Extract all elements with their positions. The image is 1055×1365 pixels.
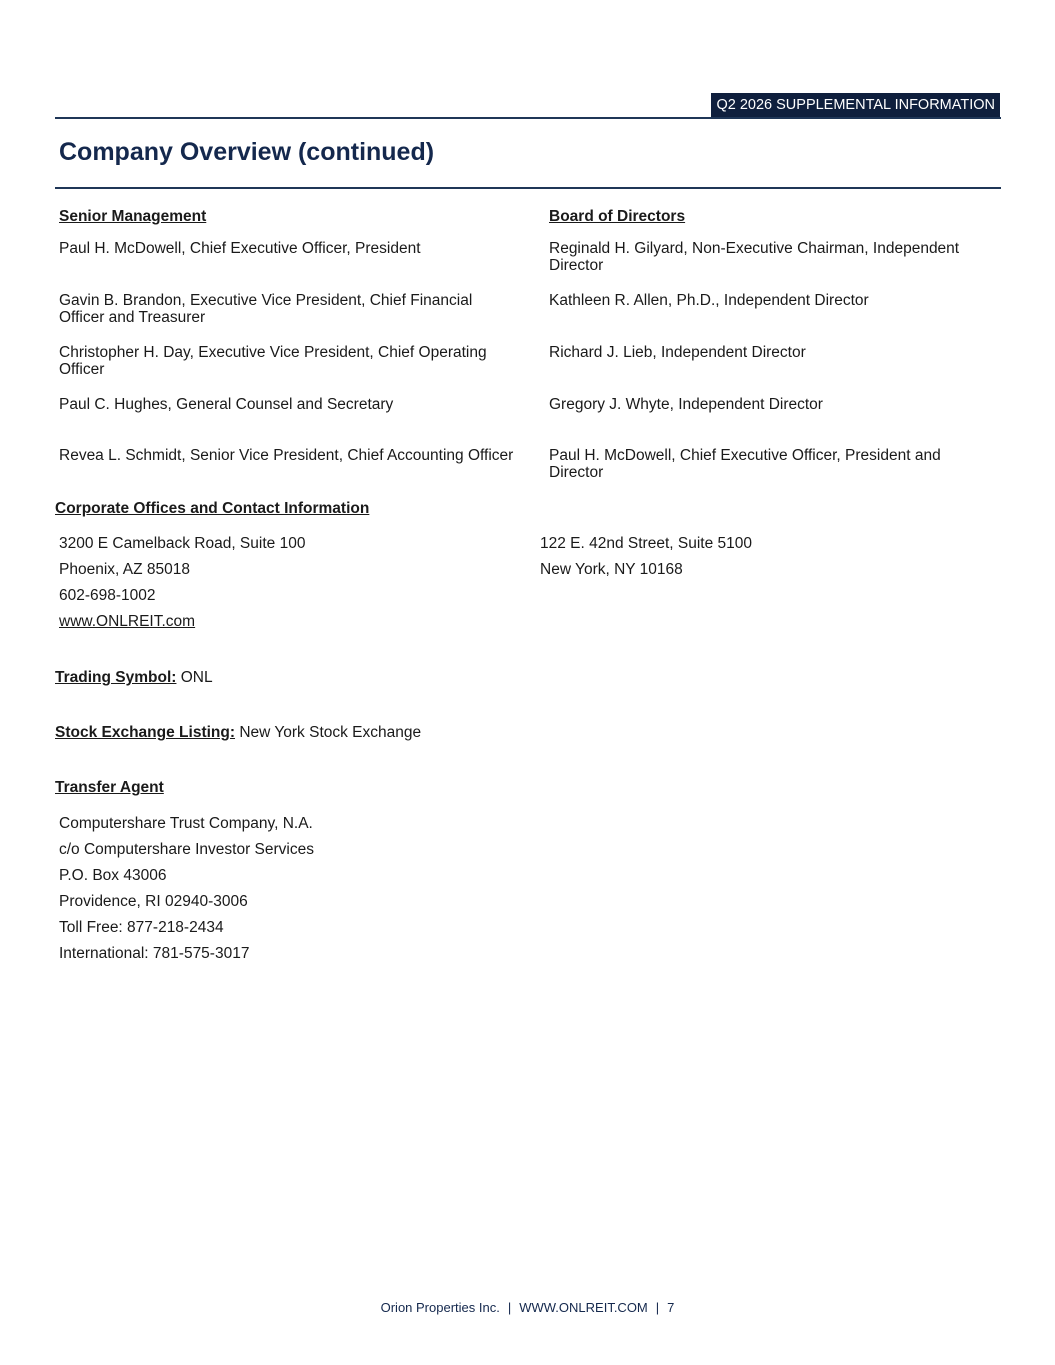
- page-footer: [0, 1300, 1055, 1315]
- board-item: Reginald H. Gilyard, Non-Executive Chairman, Independent Director: [549, 240, 960, 274]
- management-item: Gavin B. Brandon, Executive Vice President, Chief Financial Officer and Treasurer: [59, 292, 473, 326]
- transfer-agent-line: P.O. Box 43006: [59, 867, 167, 884]
- management-item: Paul H. McDowell, Chief Executive Officer, President: [59, 240, 421, 257]
- transfer-agent-line: Providence, RI 02940-3006: [59, 893, 248, 910]
- header-rule: [55, 117, 1001, 119]
- transfer-agent-line: Computershare Trust Company, N.A.: [59, 815, 313, 832]
- stock-exchange-value: New York Stock Exchange: [235, 724, 422, 741]
- management-item: Christopher H. Day, Executive Vice President, Chief Operating Officer: [59, 344, 487, 378]
- page-title: Company Overview (continued): [59, 138, 435, 166]
- board-item: Gregory J. Whyte, Independent Director: [549, 396, 823, 413]
- management-item: Paul C. Hughes, General Counsel and Secretary: [59, 396, 394, 413]
- page-number: 7: [667, 1300, 675, 1315]
- board-item: Richard J. Lieb, Independent Director: [549, 344, 806, 361]
- board-item: Kathleen R. Allen, Ph.D., Independent Director: [549, 292, 869, 309]
- senior-management-heading: Senior Management: [59, 208, 207, 225]
- office-city-line: Phoenix, AZ 85018: [59, 561, 190, 578]
- transfer-agent-line: c/o Computershare Investor Services: [59, 841, 314, 858]
- board-heading: Board of Directors: [549, 208, 686, 225]
- title-rule: [55, 187, 1001, 189]
- website-link[interactable]: www.ONLREIT.com: [59, 613, 196, 630]
- footer-separator: |: [507, 1300, 512, 1315]
- transfer-agent-line: Toll Free: 877-218-2434: [59, 919, 224, 936]
- footer-separator: |: [655, 1300, 660, 1315]
- footer-website[interactable]: WWW.ONLREIT.COM: [519, 1300, 648, 1315]
- trading-symbol-value: ONL: [176, 669, 213, 686]
- office-address-line: 3200 E Camelback Road, Suite 100: [59, 535, 306, 552]
- office-phone: 602-698-1002: [59, 587, 156, 604]
- trading-symbol: [55, 669, 213, 687]
- management-item: Revea L. Schmidt, Senior Vice President, Chief Accounting Officer: [59, 447, 514, 464]
- ny-office-city-line: New York, NY 10168: [540, 561, 683, 578]
- transfer-agent-line: International: 781-575-3017: [59, 945, 250, 962]
- supplemental-badge: Q2 2026 SUPPLEMENTAL INFORMATION: [711, 93, 1000, 118]
- stock-exchange-label: Stock Exchange Listing:: [55, 724, 236, 741]
- transfer-agent-heading: Transfer Agent: [55, 779, 164, 796]
- board-item: Paul H. McDowell, Chief Executive Officer, President and Director: [549, 447, 941, 481]
- trading-symbol-label: Trading Symbol:: [55, 669, 177, 686]
- stock-exchange-listing: [55, 724, 421, 742]
- footer-company: Orion Properties Inc.: [380, 1300, 500, 1315]
- ny-office-address-line: 122 E. 42nd Street, Suite 5100: [540, 535, 752, 552]
- corporate-offices-heading: Corporate Offices and Contact Information: [55, 500, 370, 517]
